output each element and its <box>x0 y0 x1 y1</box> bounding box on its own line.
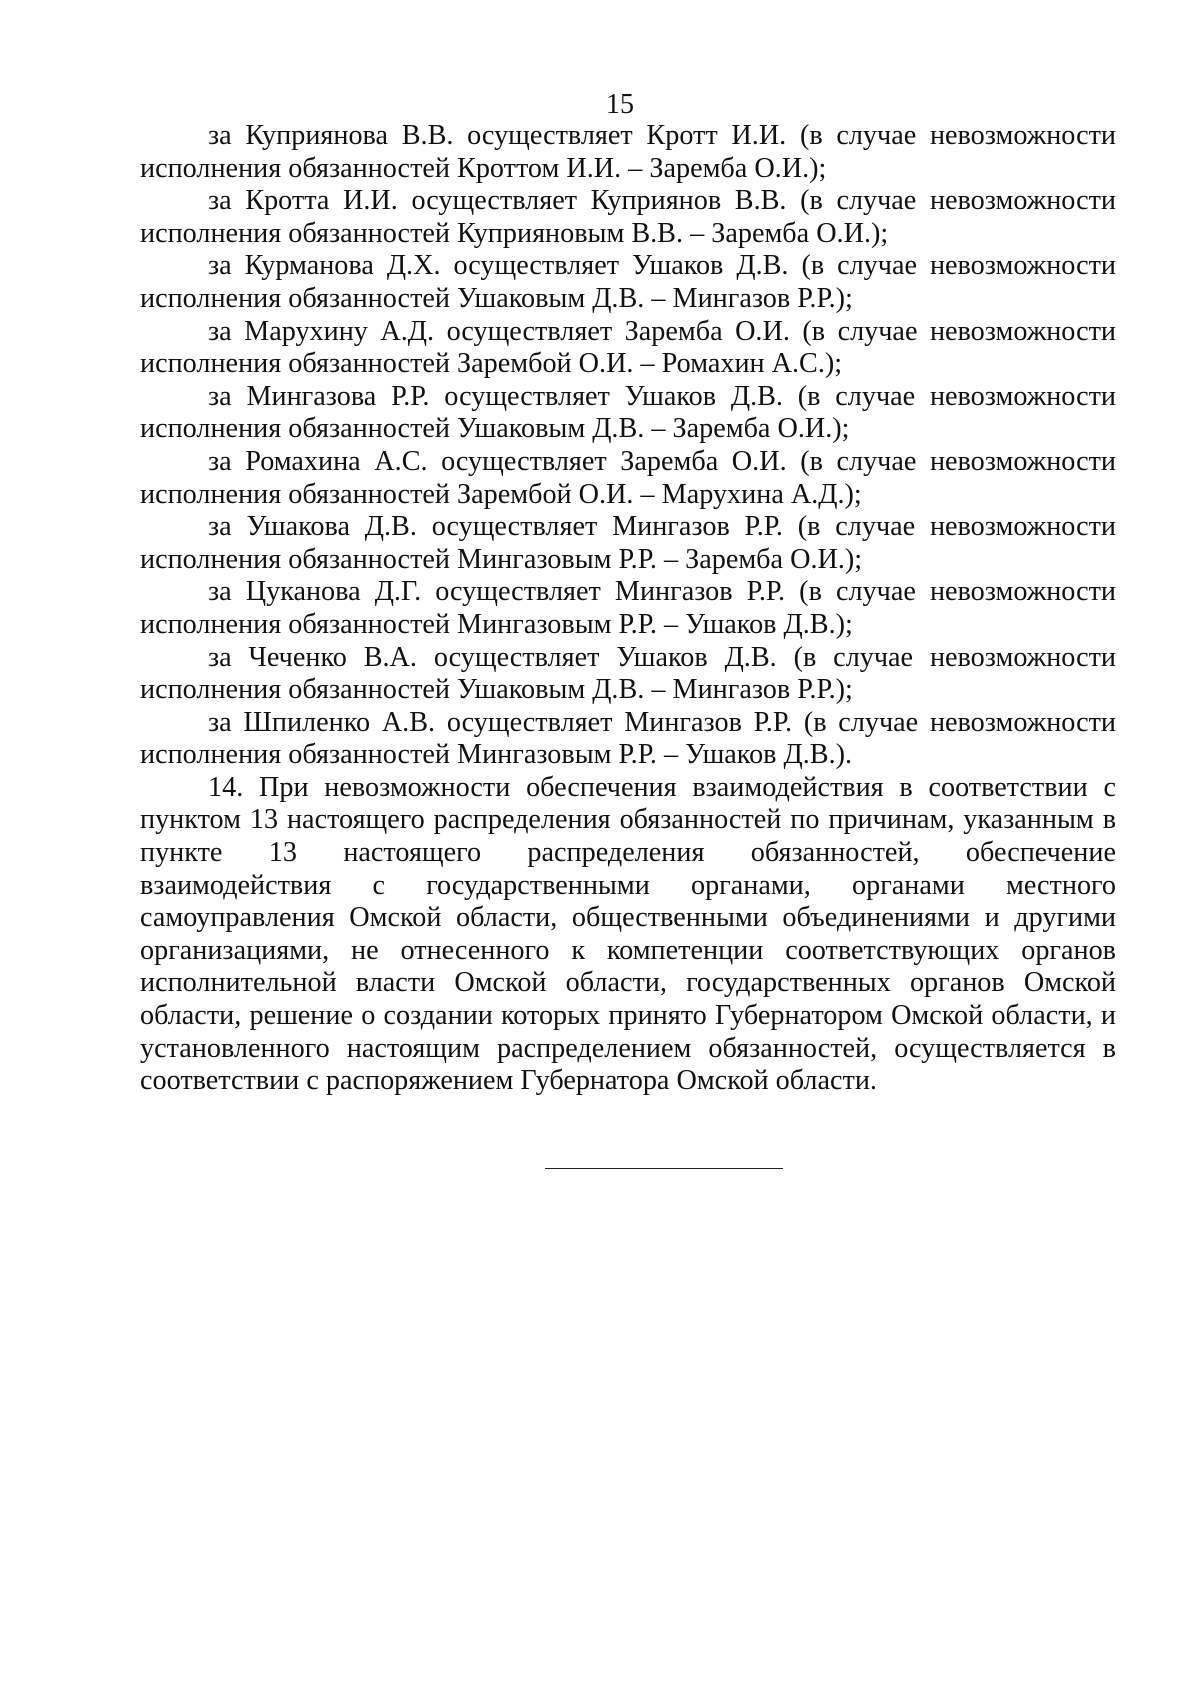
substitution-kupriyanov: за Куприянова В.В. осуществляет Кротт И.И. (в случае невозможности исполнения обязанностей Кроттом И.И. – Заремба О.И.); <box>140 120 1116 184</box>
substitution-kurmanov: за Курманова Д.Х. осуществляет Ушаков Д.В. (в случае невозможности исполнения обязанностей Ушаковым Д.В. – Мингазов Р.Р.); <box>140 250 1116 314</box>
substitution-romakhin: за Ромахина А.С. осуществляет Заремба О.И. (в случае невозможности исполнения обязанностей Зарембой О.И. – Марухина А.Д.); <box>140 445 1116 510</box>
substitution-mingazov: за Мингазова Р.Р. осуществляет Ушаков Д.В. (в случае невозможности исполнения обязанностей Ушаковым Д.В. – Заремба О.И.); <box>140 380 1116 445</box>
page-number: 15 <box>606 89 634 120</box>
closing-rule <box>545 1168 783 1169</box>
substitution-krott: за Кротта И.И. осуществляет Куприянов В.В. (в случае невозможности исполнения обязанностей Куприяновым В.В. – Заремба О.И.); <box>140 185 1116 249</box>
substitution-ushakov: за Ушакова Д.В. осуществляет Мингазов Р.Р. (в случае невозможности исполнения обязанностей Мингазовым Р.Р. – Заремба О.И.); <box>140 511 1116 575</box>
substitution-marukhina: за Марухину А.Д. осуществляет Заремба О.И. (в случае невозможности исполнения обязанностей Зарембой О.И. – Ромахин А.С.); <box>140 315 1116 380</box>
substitution-shpilenko: за Шпиленко А.В. осуществляет Мингазов Р.Р. (в случае невозможности исполнения обязанностей Мингазовым Р.Р. – Ушаков Д.В.). <box>140 706 1116 771</box>
clause-14: 14. При невозможности обеспечения взаимодействия в соответствии с пунктом 13 настоящего распределения обязанностей по причинам, указанным в пункте 13 настоящего распределения обязанностей, обеспечение взаимодействия с государственными органами, органами местного самоуправления Омской области, общественными объединениями и другими организациями, не отнесенного к компетенции соответствующих органов исполнительной власти Омской области, государственных органов Омской области, решение о создании которых принято Губернатором Омской области, и установленного настоящим распределением обязанностей, осуществляется в соответствии с распоряжением Губернатора Омской области. <box>140 771 1116 1097</box>
substitution-tsukanov: за Цуканова Д.Г. осуществляет Мингазов Р.Р. (в случае невозможности исполнения обязанностей Мингазовым Р.Р. – Ушаков Д.В.); <box>140 576 1116 640</box>
substitution-chechenko: за Чеченко В.А. осуществляет Ушаков Д.В. (в случае невозможности исполнения обязанностей Ушаковым Д.В. – Мингазов Р.Р.); <box>140 641 1116 706</box>
document-body <box>140 120 1116 1098</box>
